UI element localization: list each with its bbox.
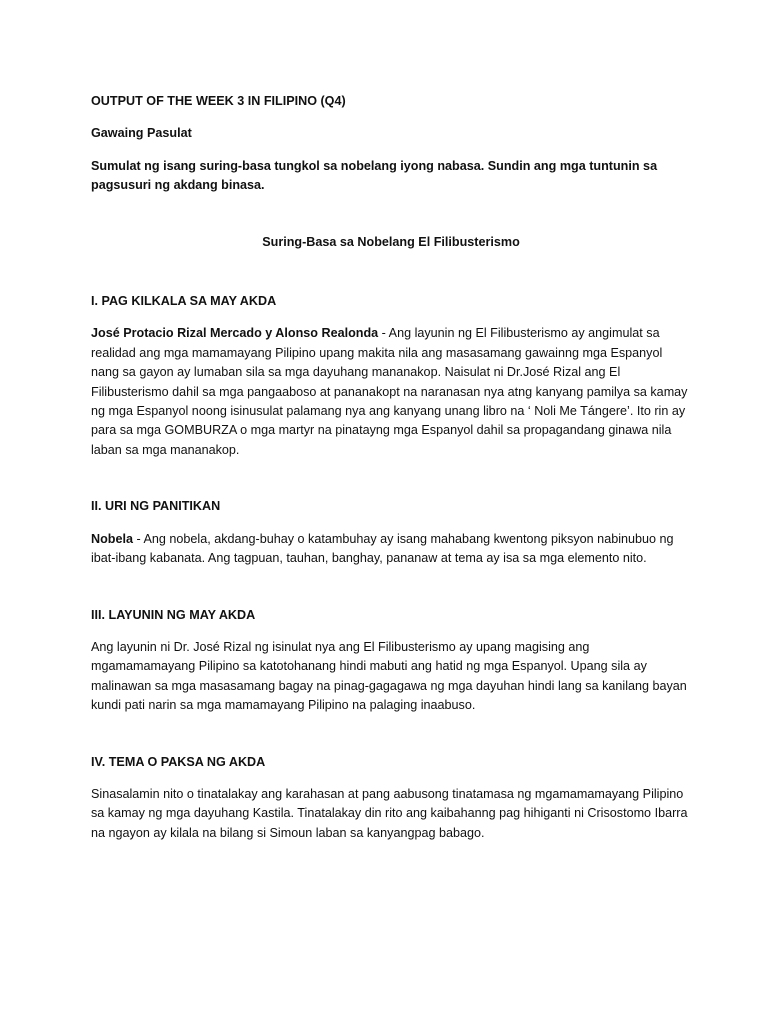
section-lead: José Protacio Rizal Mercado y Alonso Realonda: [91, 326, 379, 341]
section-paragraph: [91, 530, 691, 569]
document-title: Suring-Basa sa Nobelang El Filibusterismo: [262, 234, 520, 249]
activity-label: Gawaing Pasulat: [91, 126, 192, 141]
section-heading: III. LAYUNIN NG MAY AKDA: [91, 607, 256, 622]
section-purpose: [91, 606, 691, 716]
section-paragraph: [91, 785, 691, 843]
section-heading: I. PAG KILKALA SA MAY AKDA: [91, 294, 277, 309]
section-author: [91, 292, 691, 460]
section-literary-type: [91, 497, 691, 568]
section-body: - Ang nobela, akdang-buhay o katambuhay ay isang mahabang kwentong piksyon nabinubuo ng ibat-ibang kabanata. Ang tagpuan, tauhan, banghay, pananaw at tema ay isa sa mga elemento nito.: [91, 531, 674, 566]
document-page: [91, 92, 691, 843]
instruction-text: Sumulat ng isang suring-basa tungkol sa nobelang iyong nabasa. Sundin ang mga tuntunin sa pagsusuri ng akdang binasa.: [91, 158, 658, 193]
section-heading: II. URI NG PANITIKAN: [91, 499, 221, 514]
section-paragraph: [91, 638, 691, 716]
section-theme: [91, 753, 691, 844]
section-paragraph: [91, 324, 691, 460]
section-lead: Nobela: [91, 531, 133, 546]
section-body: - Ang layunin ng El Filibusterismo ay angimulat sa realidad ang mga mamamayang Pilipino upang makita nila ang masasamang gawainng mga Espanyol nang sa gayon ay lumaban sila sa mga dayuhang mananakop. Naisulat ni Dr.José Rizal ang El Filibusterismo dahil sa mga pangaaboso at pananakopt na naranasan nya atng kanyang pamilya sa kamay ng mga Espanyol noong isinusulat palamang nya ang kanyang unang libro na ‘ Noli Me Tángere’. Ito rin ay para sa mga GOMBURZA o mga martyr na pinatayng mga Espanyol dahil sa propagandang ginawa nila laban sa mga mananakop.: [91, 326, 688, 457]
section-body: Sinasalamin nito o tinatalakay ang karahasan at pang aabusong tinatamasa ng mgamamamayang Pilipino sa kamay ng mga dayuhang Kastila. Tinatalakay din rito ang kaibahanng pag hihiganti ni Crisostomo Ibarra na ngayon ay kilala na bilang si Simoun laban sa kanyangpag babago.: [91, 786, 688, 840]
section-body: Ang layunin ni Dr. José Rizal ng isinulat nya ang El Filibusterismo ay upang magising ang mgamamamayang Pilipino sa katotohanang hindi mabuti ang hatid ng mga Espanyol. Upang sila ay malinawan sa mga masasamang bagay na pinag-gagagawa ng mga dayuhan hindi lang sa kanilang bayan kundi pati narin sa mga mamamayang Pilipino na palaging inaabuso.: [91, 639, 687, 713]
document-header-title: OUTPUT OF THE WEEK 3 IN FILIPINO (Q4): [91, 94, 346, 108]
section-heading: IV. TEMA O PAKSA NG AKDA: [91, 754, 266, 769]
